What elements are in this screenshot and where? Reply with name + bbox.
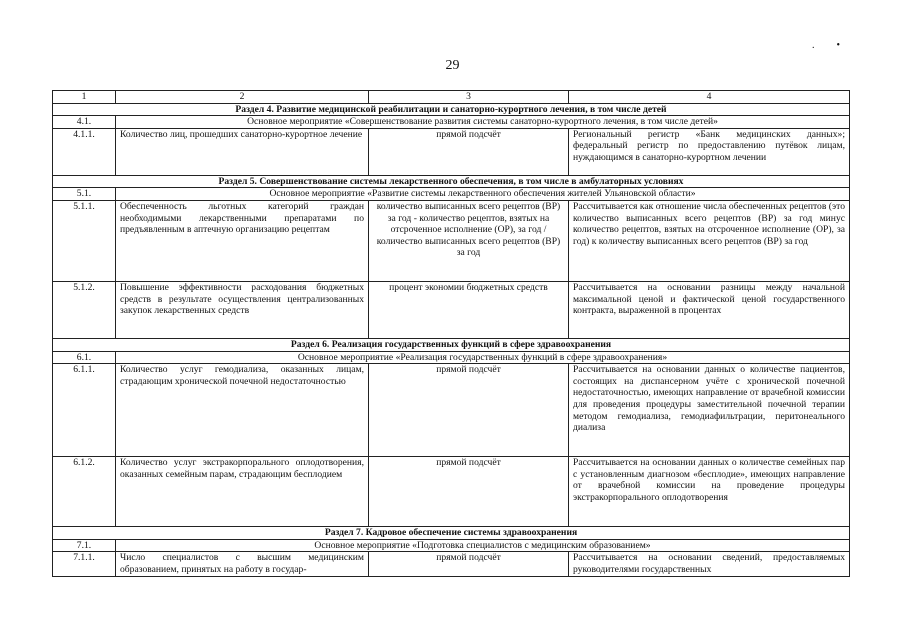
indicator-row [53, 200, 850, 281]
indicators-table [52, 90, 850, 577]
calculation-description: Рассчитывается как отношение числа обеспеченных рецептов (это количество выписанных всего рецептов (ВР) за год минус количество рецептов, взятых на отсроченное исполнение (ОР), за год) к количеству выписанных всего рецептов (ВР) за год [569, 200, 850, 281]
calculation-description: Региональный регистр «Банк медицинских данных»; федеральный регистр по предоставлению путёвок лицам, нуждающимся в санаторно-курортном лечении [569, 128, 850, 175]
section-row [53, 527, 850, 540]
calculation-description: Рассчитывается на основании разницы между начальной максимальной ценой и фактической ценой государственного контракта, выраженной в процентах [569, 281, 850, 338]
indicator-name: Количество услуг гемодиализа, оказанных лицам, страдающим хронической почечной недостаточностью [116, 364, 369, 457]
indicator-number: 7.1.1. [53, 552, 116, 576]
activity-title: Основное мероприятие «Подготовка специалистов с медицинским образованием» [116, 539, 850, 552]
section-title: Раздел 4. Развитие медицинской реабилитации и санаторно-курортного лечения, в том числе детей [53, 103, 850, 116]
indicator-name: Количество лиц, прошедших санаторно-курортное лечение [116, 128, 369, 175]
speck-1: . [812, 40, 837, 51]
indicator-name: Повышение эффективности расходования бюджетных средств в результате осуществления централизованных закупок лекарственных средств [116, 281, 369, 338]
column-number-2: 2 [116, 91, 369, 104]
section-row [53, 338, 850, 351]
calculation-description: Рассчитывается на основании данных о количестве семейных пар с установленным диагнозом «бесплодие», имеющих направление от врачебной комиссии на проведение процедуры экстракорпорального оплодотворения [569, 457, 850, 527]
activity-title: Основное мероприятие «Реализация государственных функций в сфере здравоохранения» [116, 351, 850, 364]
calculation-method: прямой подсчёт [369, 457, 569, 527]
activity-title: Основное мероприятие «Развитие системы лекарственного обеспечения жителей Ульяновской области» [116, 188, 850, 201]
calculation-description: Рассчитывается на основании сведений, предоставляемых руководителями государственных [569, 552, 850, 576]
activity-number: 7.1. [53, 539, 116, 552]
column-number-1: 1 [53, 91, 116, 104]
column-number-4: 4 [569, 91, 850, 104]
indicator-row [53, 364, 850, 457]
indicator-row [53, 281, 850, 338]
activity-number: 4.1. [53, 116, 116, 129]
section-title: Раздел 5. Совершенствование системы лекарственного обеспечения, в том числе в амбулаторных условиях [53, 175, 850, 188]
section-row [53, 103, 850, 116]
activity-number: 5.1. [53, 188, 116, 201]
calculation-method: процент экономии бюджетных средств [369, 281, 569, 338]
column-number-row [53, 91, 850, 104]
indicator-number: 4.1.1. [53, 128, 116, 175]
indicator-row [53, 128, 850, 175]
main-activity-row [53, 188, 850, 201]
calculation-method: количество выписанных всего рецептов (ВР) за год - количество рецептов, взятых на отсроченное исполнение (ОР), за год / количество выписанных всего рецептов (ВР) за год [369, 200, 569, 281]
page-number: 29 [445, 58, 460, 73]
indicator-name: Число специалистов с высшим медицинским образованием, принятых на работу в государ- [116, 552, 369, 576]
indicator-number: 5.1.2. [53, 281, 116, 338]
calculation-description: Рассчитывается на основании данных о количестве пациентов, состоящих на диспансерном учёте с хронической почечной недостаточностью, имеющих направление от врачебной комиссии для проведения процедуры заместительной почечной терапии методом гемодиализа, гемодиафильтрации, перитонеального диализа [569, 364, 850, 457]
main-activity-row [53, 116, 850, 129]
table-body [53, 91, 850, 577]
indicator-number: 5.1.1. [53, 200, 116, 281]
column-number-3: 3 [369, 91, 569, 104]
activity-number: 6.1. [53, 351, 116, 364]
calculation-method: прямой подсчёт [369, 364, 569, 457]
activity-title: Основное мероприятие «Совершенствование развития системы санаторно-курортного лечения, в том числе детей» [116, 116, 850, 129]
calculation-method: прямой подсчёт [369, 552, 569, 576]
indicator-number: 6.1.1. [53, 364, 116, 457]
section-title: Раздел 7. Кадровое обеспечение системы здравоохранения [53, 527, 850, 540]
main-activity-row [53, 539, 850, 552]
main-activity-row [53, 351, 850, 364]
calculation-method: прямой подсчёт [369, 128, 569, 175]
indicator-row [53, 552, 850, 576]
indicator-name: Обеспеченность льготных категорий граждан необходимыми лекарственными препаратами по предъявленным в аптечную организацию рецептам [116, 200, 369, 281]
indicator-name: Количество услуг экстракорпорального оплодотворения, оказанных семейным парам, страдающим бесплодием [116, 457, 369, 527]
indicator-number: 6.1.2. [53, 457, 116, 527]
section-row [53, 175, 850, 188]
scan-specks [812, 40, 862, 51]
section-title: Раздел 6. Реализация государственных функций в сфере здравоохранения [53, 338, 850, 351]
indicator-row [53, 457, 850, 527]
speck-2: • [836, 40, 863, 51]
